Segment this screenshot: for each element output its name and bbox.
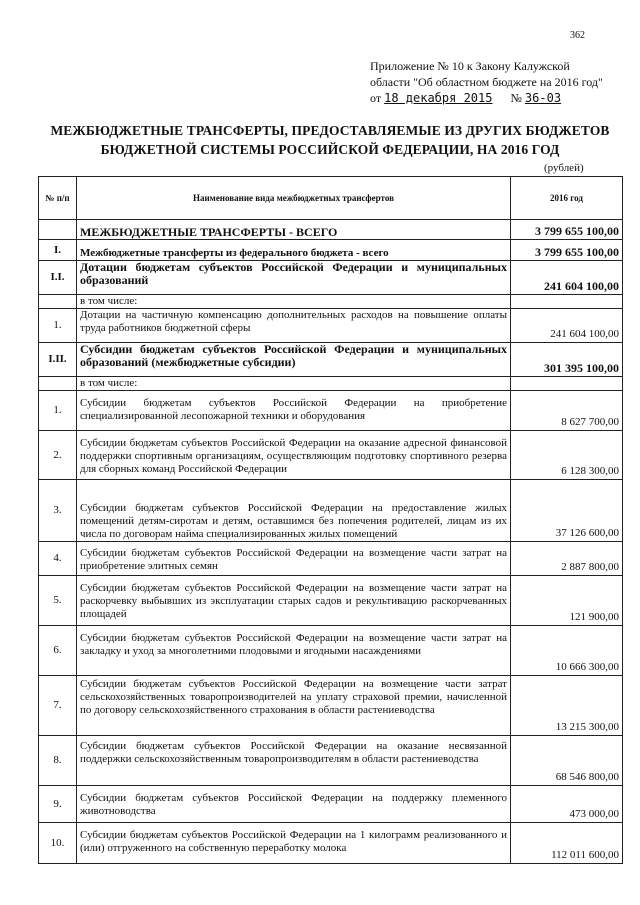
table-row xyxy=(39,391,623,431)
row-name: Субсидии бюджетам субъектов Российской Федерации на возмещение части затрат на закладку и уход за многолетними плодовыми и ягодными насаждениями xyxy=(77,626,511,676)
table-row xyxy=(39,542,623,576)
row-value: 473 000,00 xyxy=(511,786,623,823)
table-row xyxy=(39,240,623,261)
row-number: 8. xyxy=(39,736,77,786)
row-name: Субсидии бюджетам субъектов Российской Федерации на предоставление жилых помещений детям-сиротам и детям, оставшимся без попечения родителей, лицам из их числа по договорам найма специализированных жилых помещений xyxy=(77,480,511,542)
row-value: 6 128 300,00 xyxy=(511,431,623,480)
row-number: 10. xyxy=(39,823,77,864)
row-name: Субсидии бюджетам субъектов Российской Федерации на возмещение части затрат на приобретение элитных семян xyxy=(77,542,511,576)
row-name: в том числе: xyxy=(77,295,511,309)
appendix-date: 18 декабря 2015 xyxy=(384,91,493,105)
transfers-table xyxy=(38,176,623,864)
row-value xyxy=(511,377,623,391)
appendix-number: 36-03 xyxy=(524,91,562,105)
row-name: Дотации бюджетам субъектов Российской Федерации и муниципальных образований xyxy=(77,261,511,295)
row-number xyxy=(39,220,77,240)
row-name: Межбюджетные трансферты из федерального бюджета - всего xyxy=(77,240,511,261)
row-name: Субсидии бюджетам субъектов Российской Федерации на приобретение специализированной лесопожарной техники и оборудования xyxy=(77,391,511,431)
row-value: 112 011 600,00 xyxy=(511,823,623,864)
table-row xyxy=(39,736,623,786)
row-number: 2. xyxy=(39,431,77,480)
row-value: 68 546 800,00 xyxy=(511,736,623,786)
row-value: 10 666 300,00 xyxy=(511,626,623,676)
row-number: 4. xyxy=(39,542,77,576)
row-value: 301 395 100,00 xyxy=(511,343,623,377)
row-number xyxy=(39,295,77,309)
row-name: Субсидии бюджетам субъектов Российской Федерации на возмещение части затрат на раскорчевку выбывших из эксплуатации старых садов и рекультивацию раскорчеванных площадей xyxy=(77,576,511,626)
row-value: 241 604 100,00 xyxy=(511,309,623,343)
header-number: № п/п xyxy=(39,177,77,220)
row-name: Субсидии бюджетам субъектов Российской Федерации на 1 килограмм реализованного и (или) отгруженного на собственную переработку молока xyxy=(77,823,511,864)
row-number: 3. xyxy=(39,480,77,542)
row-name: Субсидии бюджетам субъектов Российской Федерации на возмещение части затрат сельскохозяйственных товаропроизводителей на уплату страховой премии, начисленной по договору сельскохозяйственного страхования в области растениеводства xyxy=(77,676,511,736)
row-value: 241 604 100,00 xyxy=(511,261,623,295)
row-value: 13 215 300,00 xyxy=(511,676,623,736)
row-name: Субсидии бюджетам субъектов Российской Федерации на поддержку племенного животноводства xyxy=(77,786,511,823)
header-year: 2016 год xyxy=(511,177,623,220)
table-row xyxy=(39,676,623,736)
table-row xyxy=(39,626,623,676)
row-number: I.II. xyxy=(39,343,77,377)
row-value: 2 887 800,00 xyxy=(511,542,623,576)
appendix-line-1: Приложение № 10 к Закону Калужской xyxy=(370,59,570,73)
row-value xyxy=(511,295,623,309)
title-line-1: МЕЖБЮДЖЕТНЫЕ ТРАНСФЕРТЫ, ПРЕДОСТАВЛЯЕМЫЕ ИЗ ДРУГИХ БЮДЖЕТОВ xyxy=(50,123,610,138)
table-row xyxy=(39,431,623,480)
table-row xyxy=(39,823,623,864)
row-number: I. xyxy=(39,240,77,261)
table-row xyxy=(39,343,623,377)
table-row xyxy=(39,480,623,542)
row-name: Субсидии бюджетам субъектов Российской Федерации на оказание адресной финансовой поддержки спортивным организациям, осуществляющим подготовку спортивного резерва для сборных команд Российской Федерации xyxy=(77,431,511,480)
row-number: 9. xyxy=(39,786,77,823)
row-name: Субсидии бюджетам субъектов Российской Федерации и муниципальных образований (межбюджетные субсидии) xyxy=(77,343,511,377)
row-number: 5. xyxy=(39,576,77,626)
table-header-row xyxy=(39,177,623,220)
row-number: 1. xyxy=(39,391,77,431)
row-value: 3 799 655 100,00 xyxy=(511,220,623,240)
row-number: 6. xyxy=(39,626,77,676)
row-number xyxy=(39,377,77,391)
table-row xyxy=(39,220,623,240)
row-number: I.I. xyxy=(39,261,77,295)
table-row xyxy=(39,295,623,309)
header-name: Наименование вида межбюджетных трансфертов xyxy=(77,177,511,220)
table-row xyxy=(39,786,623,823)
table-row xyxy=(39,377,623,391)
appendix-date-line xyxy=(370,90,620,106)
appendix-note xyxy=(370,58,620,106)
row-value: 3 799 655 100,00 xyxy=(511,240,623,261)
row-value: 8 627 700,00 xyxy=(511,391,623,431)
title-line-2: БЮДЖЕТНОЙ СИСТЕМЫ РОССИЙСКОЙ ФЕДЕРАЦИИ, НА 2016 ГОД xyxy=(100,142,560,157)
appendix-line-2: области "Об областном бюджете на 2016 год" xyxy=(370,75,603,89)
appendix-from-label: от xyxy=(370,91,382,105)
row-name: в том числе: xyxy=(77,377,511,391)
table-row xyxy=(39,576,623,626)
row-name: Субсидии бюджетам субъектов Российской Федерации на оказание несвязанной поддержки сельскохозяйственным товаропроизводителям в области растениеводства xyxy=(77,736,511,786)
units-label: (рублей) xyxy=(544,162,584,174)
document-title xyxy=(30,121,630,159)
row-number: 7. xyxy=(39,676,77,736)
page-number: 362 xyxy=(570,30,585,41)
row-name: Дотации на частичную компенсацию дополнительных расходов на повышение оплаты труда работников бюджетной сферы xyxy=(77,309,511,343)
row-value: 121 900,00 xyxy=(511,576,623,626)
table-row xyxy=(39,261,623,295)
row-number: 1. xyxy=(39,309,77,343)
row-value: 37 126 600,00 xyxy=(511,480,623,542)
appendix-number-sign: № xyxy=(510,91,522,105)
row-name: МЕЖБЮДЖЕТНЫЕ ТРАНСФЕРТЫ - ВСЕГО xyxy=(77,220,511,240)
table-row xyxy=(39,309,623,343)
